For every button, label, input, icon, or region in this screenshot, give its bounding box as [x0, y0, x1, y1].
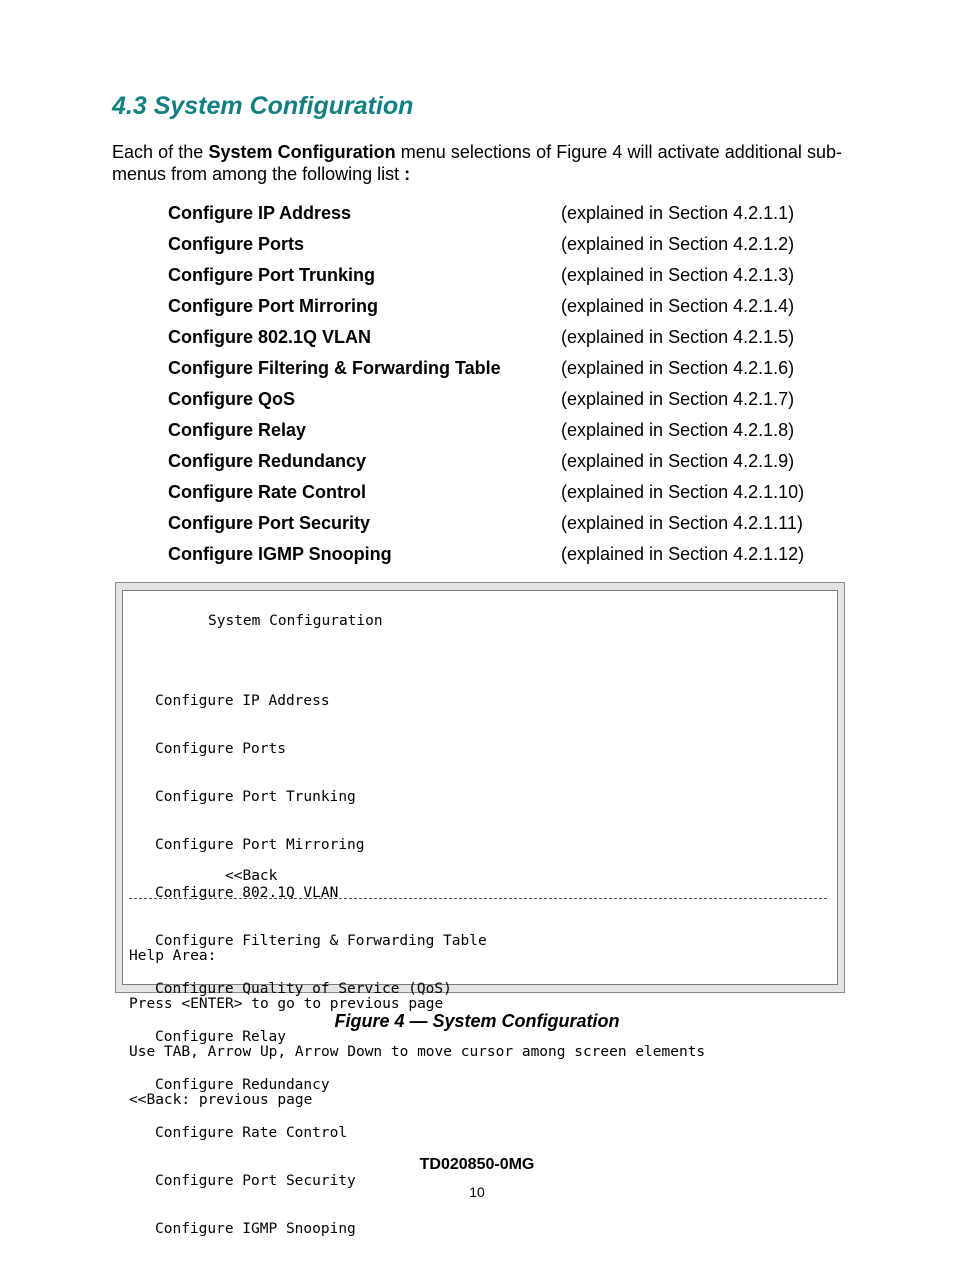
submenu-item	[168, 357, 848, 388]
submenu-item	[168, 481, 848, 512]
submenu-name: Configure Port Mirroring	[168, 296, 378, 316]
terminal-menu-item[interactable]: Configure IGMP Snooping	[155, 1221, 356, 1237]
help-line: Press <ENTER> to go to previous page	[129, 996, 444, 1012]
submenu-item	[168, 326, 848, 357]
terminal-menu-item[interactable]: Configure Port Trunking	[155, 789, 356, 805]
submenu-name: Configure Port Security	[168, 513, 371, 533]
terminal-menu-item[interactable]: Configure IP Address	[155, 693, 330, 709]
terminal-menu-item[interactable]: Configure 802.1Q VLAN	[155, 885, 339, 901]
back-button[interactable]: <<Back	[225, 868, 278, 884]
submenu-item	[168, 295, 848, 326]
submenu-reference: (explained in Section 4.2.1.4)	[561, 296, 795, 316]
submenu-name: Configure Redundancy	[168, 451, 367, 471]
help-divider	[129, 898, 827, 899]
submenu-reference: (explained in Section 4.2.1.2)	[561, 234, 795, 254]
submenu-item	[168, 419, 848, 450]
terminal-menu-item[interactable]: Configure Ports	[155, 741, 286, 757]
terminal-menu-item[interactable]: Configure Port Mirroring	[155, 837, 365, 853]
submenu-reference: (explained in Section 4.2.1.7)	[561, 389, 795, 409]
intro-paragraph	[112, 141, 842, 185]
submenu-item	[168, 450, 848, 481]
figure-caption: Figure 4 — System Configuration	[334, 1011, 620, 1031]
submenu-reference: (explained in Section 4.2.1.3)	[561, 265, 795, 285]
intro-colon: :	[404, 164, 411, 184]
submenu-name: Configure Port Trunking	[168, 265, 375, 285]
submenu-item	[168, 543, 848, 574]
terminal-menu-item[interactable]: Configure Redundancy	[155, 1077, 330, 1093]
submenu-reference: (explained in Section 4.2.1.1)	[561, 203, 795, 223]
intro-bold-term: System Configuration	[208, 142, 396, 162]
document-id: TD020850-0MG	[419, 1156, 535, 1173]
submenu-reference: (explained in Section 4.2.1.12)	[561, 544, 805, 564]
submenu-name: Configure Filtering & Forwarding Table	[168, 358, 501, 378]
terminal-title: System Configuration	[208, 613, 383, 629]
submenu-name: Configure 802.1Q VLAN	[168, 327, 372, 347]
submenu-reference: (explained in Section 4.2.1.9)	[561, 451, 795, 471]
submenu-name: Configure IGMP Snooping	[168, 544, 392, 564]
help-line: Help Area:	[129, 948, 217, 964]
submenu-item	[168, 264, 848, 295]
submenu-item	[168, 233, 848, 264]
submenu-name: Configure Rate Control	[168, 482, 366, 502]
intro-text-start: Each of the	[112, 142, 209, 162]
submenu-item	[168, 202, 848, 233]
submenu-name: Configure Ports	[168, 234, 305, 254]
submenu-name: Configure IP Address	[168, 203, 352, 223]
submenu-name: Configure QoS	[168, 389, 295, 409]
section-heading: 4.3 System Configuration	[112, 92, 414, 120]
help-line: Use TAB, Arrow Up, Arrow Down to move cursor among screen elements	[129, 1044, 706, 1060]
submenu-item	[168, 388, 848, 419]
intro-text-end: menu selections of Figure 4 will activate additional sub-menus from among the following list	[112, 142, 842, 184]
terminal-menu-item[interactable]: Configure Rate Control	[155, 1125, 348, 1141]
help-line: <<Back: previous page	[129, 1092, 313, 1108]
terminal-menu-item[interactable]: Configure Relay	[155, 1029, 286, 1045]
terminal-menu-item[interactable]: Configure Port Security	[155, 1173, 356, 1189]
submenu-reference: (explained in Section 4.2.1.10)	[561, 482, 805, 502]
submenu-reference: (explained in Section 4.2.1.6)	[561, 358, 795, 378]
submenu-list	[168, 202, 848, 574]
submenu-reference: (explained in Section 4.2.1.8)	[561, 420, 795, 440]
terminal-menu-item[interactable]: Configure Filtering & Forwarding Table	[155, 933, 487, 949]
submenu-reference: (explained in Section 4.2.1.11)	[561, 513, 803, 533]
page-number: 10	[469, 1184, 485, 1200]
submenu-name: Configure Relay	[168, 420, 307, 440]
submenu-item	[168, 512, 848, 543]
submenu-reference: (explained in Section 4.2.1.5)	[561, 327, 795, 347]
terminal-menu-item[interactable]: Configure Quality of Service (QoS)	[155, 981, 452, 997]
